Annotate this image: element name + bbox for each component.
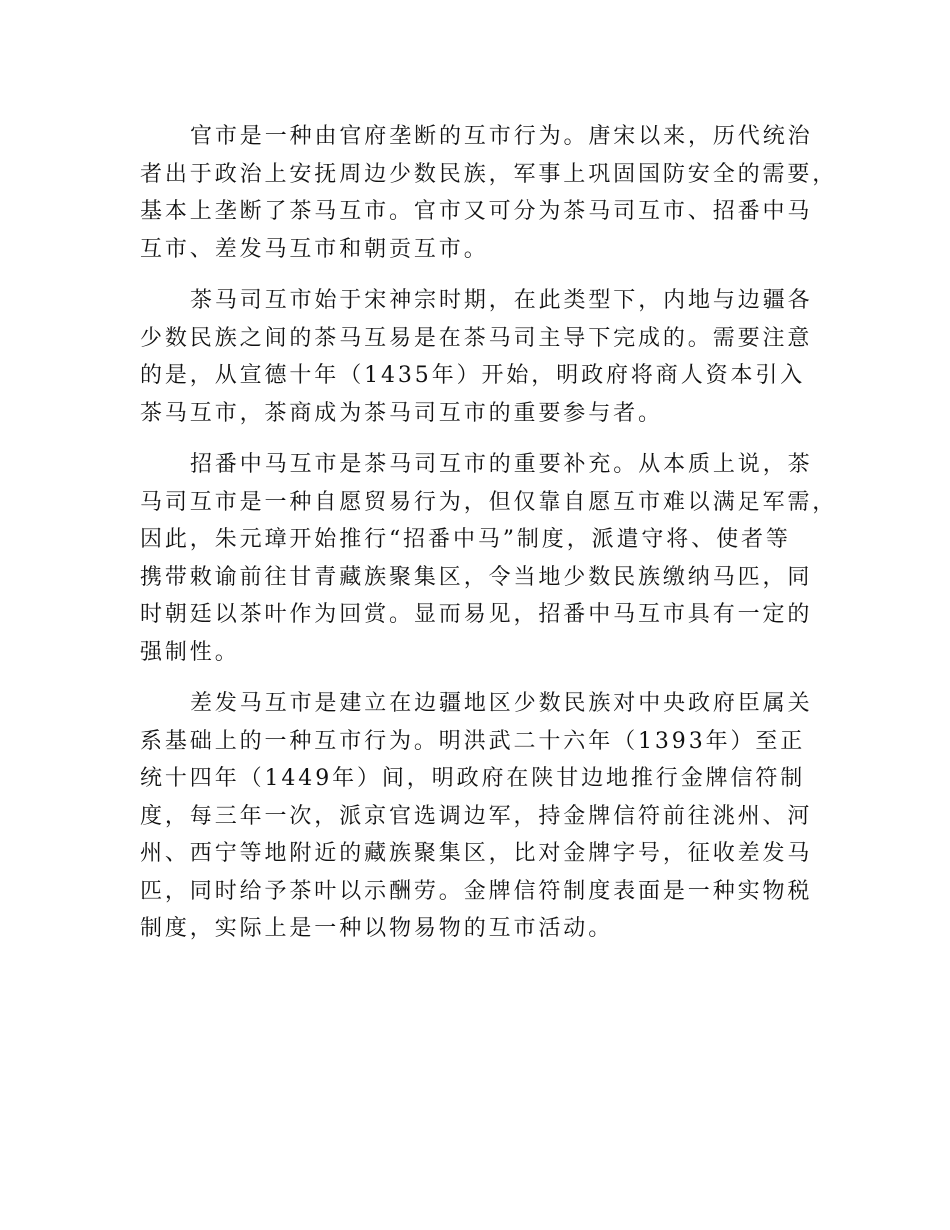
text-line: 系基础上的一种互市行为。明洪武二十六年（1393年）至正 <box>140 728 806 754</box>
text-line: 者出于政治上安抚周边少数民族，军事上巩固国防安全的需要， <box>140 161 838 187</box>
text-line: 制度，实际上是一种以物易物的互市活动。 <box>140 916 614 941</box>
text-line: 茶马司互市始于宋神宗时期，在此类型下，内地与边疆各 <box>190 288 813 313</box>
text-line: 因此，朱元璋开始推行“招番中马”制度，派遣守将、使者等 <box>140 527 791 552</box>
text-line: 的是，从宣德十年（1435年）开始，明政府将商人资本引入 <box>140 363 806 388</box>
text-line: 招番中马互市是茶马司互市的重要补充。从本质上说，茶 <box>190 452 813 477</box>
text-line: 携带敕谕前往甘青藏族聚集区，令当地少数民族缴纳马匹，同 <box>140 564 813 590</box>
paragraph-official-market <box>140 118 838 268</box>
text-line: 少数民族之间的茶马互易是在茶马司主导下完成的。需要注意 <box>140 325 813 351</box>
text-line: 基本上垄断了茶马互市。官市又可分为茶马司互市、招番中马 <box>140 199 813 224</box>
text-line: 时朝廷以茶叶作为回赏。显而易见，招番中马互市具有一定的 <box>140 602 813 627</box>
text-line: 州、西宁等地附近的藏族聚集区，比对金牌字号，征收差发马 <box>140 841 813 866</box>
text-line: 官市是一种由官府垄断的互市行为。唐宋以来，历代统治 <box>190 124 813 149</box>
text-line: 差发马互市是建立在边疆地区少数民族对中央政府臣属关 <box>190 691 813 716</box>
text-line: 茶马互市，茶商成为茶马司互市的重要参与者。 <box>140 400 663 426</box>
paragraph-chaifa-horse <box>140 685 812 948</box>
text-line: 度，每三年一次，派京官选调边军，持金牌信符前往洮州、河 <box>140 803 813 829</box>
text-line: 强制性。 <box>140 639 240 665</box>
text-line: 互市、差发马互市和朝贡互市。 <box>140 236 489 262</box>
text-line: 马司互市是一种自愿贸易行为，但仅靠自愿互市难以满足军需， <box>140 489 838 515</box>
text-line: 匹，同时给予茶叶以示酬劳。金牌信符制度表面是一种实物税 <box>140 878 813 904</box>
paragraph-tea-horse-office <box>140 282 812 432</box>
paragraph-zhaofan-zhongma <box>140 446 838 671</box>
document-body <box>140 118 838 962</box>
text-line: 统十四年（1449年）间，明政府在陕甘边地推行金牌信符制 <box>140 766 806 791</box>
